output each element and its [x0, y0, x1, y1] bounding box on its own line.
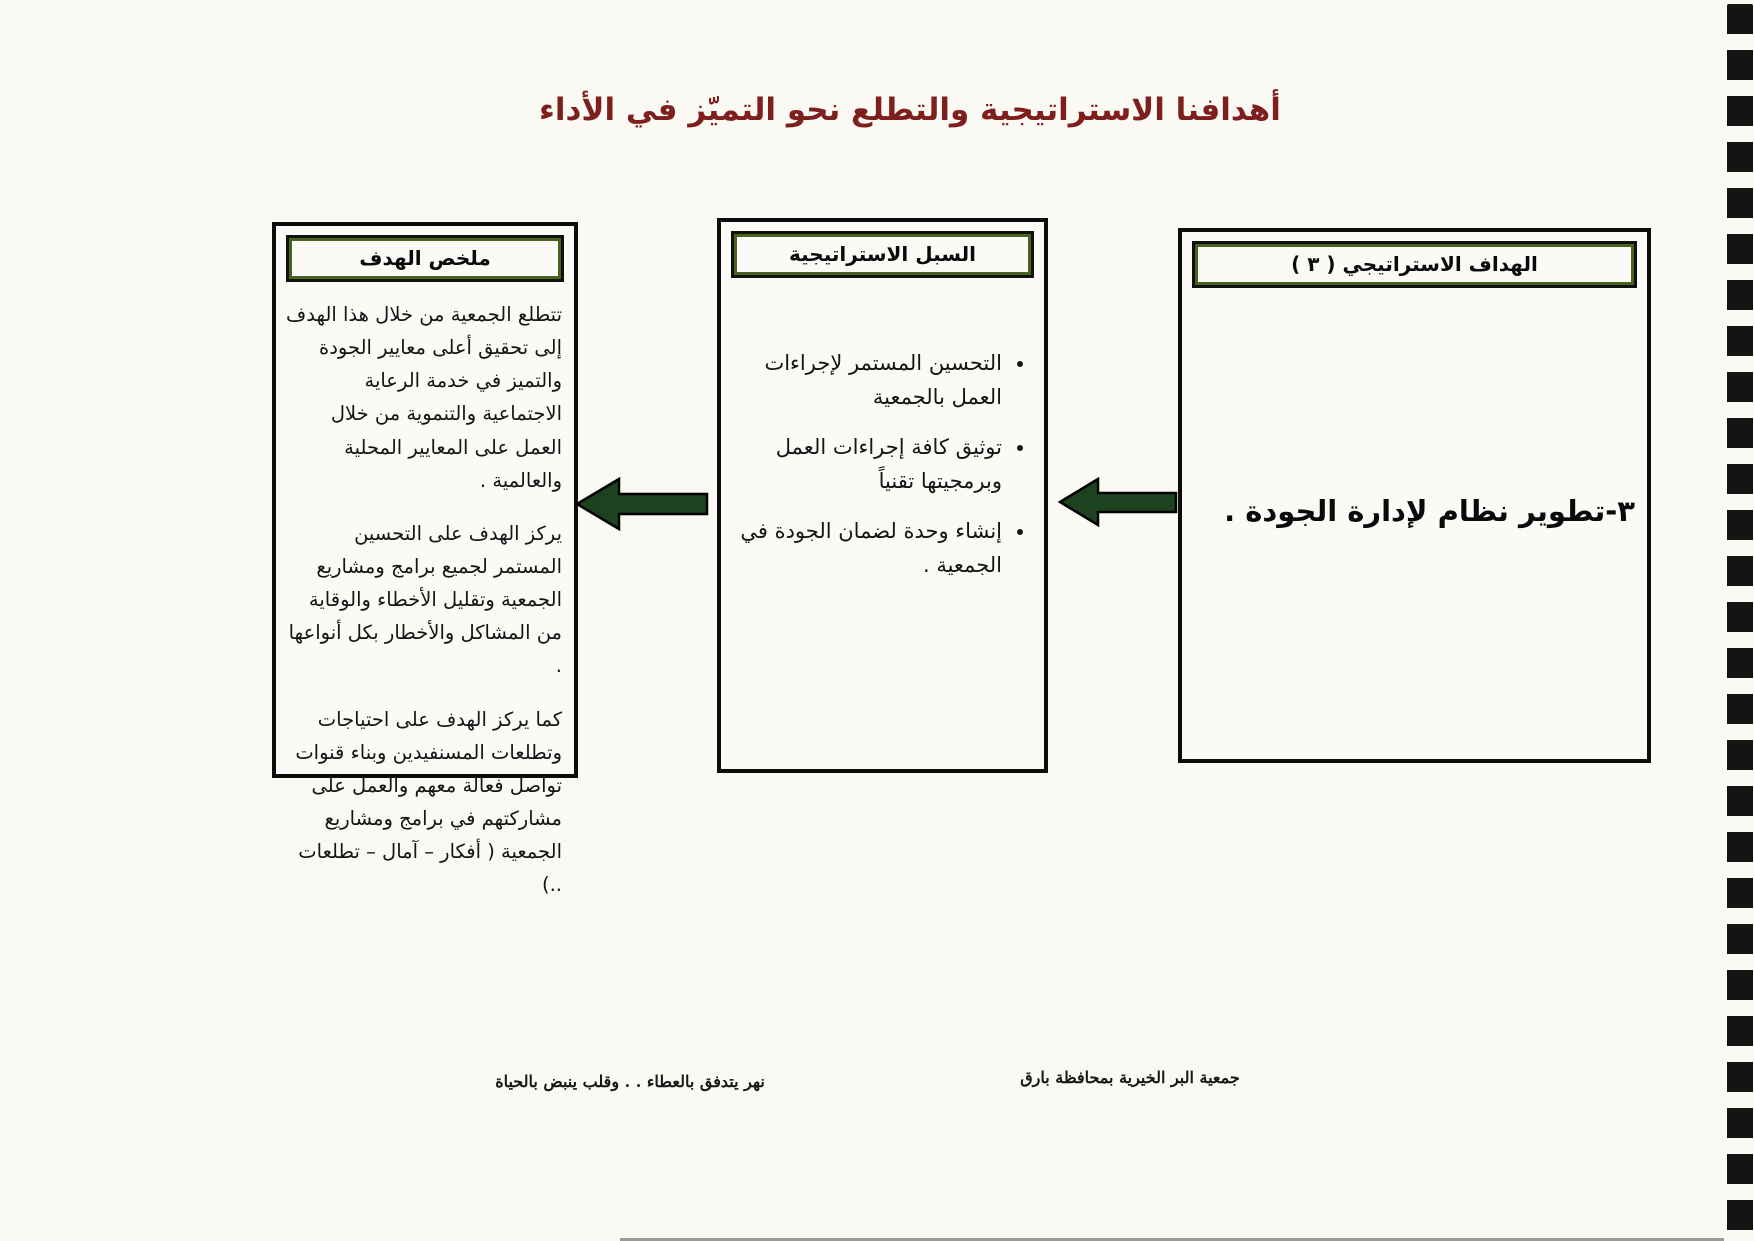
- summary-paragraph: تتطلع الجمعية من خلال هذا الهدف إلى تحقيق أعلى معايير الجودة والتميز في خدمة الرعاية الاجتماعية والتنموية من خلال العمل على المعايير المحلية والعالمية .: [286, 303, 562, 492]
- summary-box-header: [286, 235, 564, 282]
- left-arrow-icon: [575, 476, 709, 532]
- objective-box: [1178, 228, 1651, 763]
- summary-box: [272, 222, 578, 897]
- objective-box-header-label: الهداف الاستراتيجي ( ٣ ): [1195, 244, 1634, 285]
- summary-box-body: [276, 282, 574, 901]
- left-arrow-icon: [1058, 476, 1178, 528]
- objective-box-header: [1192, 241, 1637, 288]
- strategy-bullet-item: • توثيق كافة إجراءات العمل وبرمجيتها تقنياً: [729, 430, 1004, 498]
- summary-paragraph: كما يركز الهدف على احتياجات وتطلعات المسنفيدين وبناء قنوات تواصل فعالة معهم والعمل على مشاركتهم في برامج ومشاريع الجمعية ( أفكار – آمال – تطلعات ..): [295, 707, 562, 897]
- summary-paragraph: يركز الهدف على التحسين المستمر لجميع برامج ومشاريع الجمعية وتقليل الأخطاء والوقاية من المشاكل والأخطار بكل أنواعها .: [288, 521, 562, 678]
- objective-box-body: ٣-تطوير نظام لإدارة الجودة .: [1224, 494, 1635, 528]
- strategies-bullet-list: [729, 346, 1030, 582]
- strategies-box-header: [731, 231, 1034, 278]
- strategies-box: [717, 218, 1048, 773]
- spiral-binding: [1727, 4, 1753, 1241]
- strategy-bullet-item: • التحسين المستمر لإجراءات العمل بالجمعية: [729, 346, 1004, 414]
- footer-motto: نهر يتدفق بالعطاء . . وقلب ينبض بالحياة: [495, 1072, 765, 1091]
- strategy-bullet-item: • إنشاء وحدة لضمان الجودة في الجمعية .: [729, 514, 1004, 582]
- footer-organization-name: جمعية البر الخيرية بمحافظة بارق: [1020, 1068, 1240, 1087]
- strategies-box-header-label: السبل الاستراتيجية: [734, 234, 1031, 275]
- summary-box-header-label: ملخص الهدف: [289, 238, 561, 279]
- page-title: أهدافنا الاستراتيجية والتطلع نحو التميّز في الأداء: [539, 92, 1281, 128]
